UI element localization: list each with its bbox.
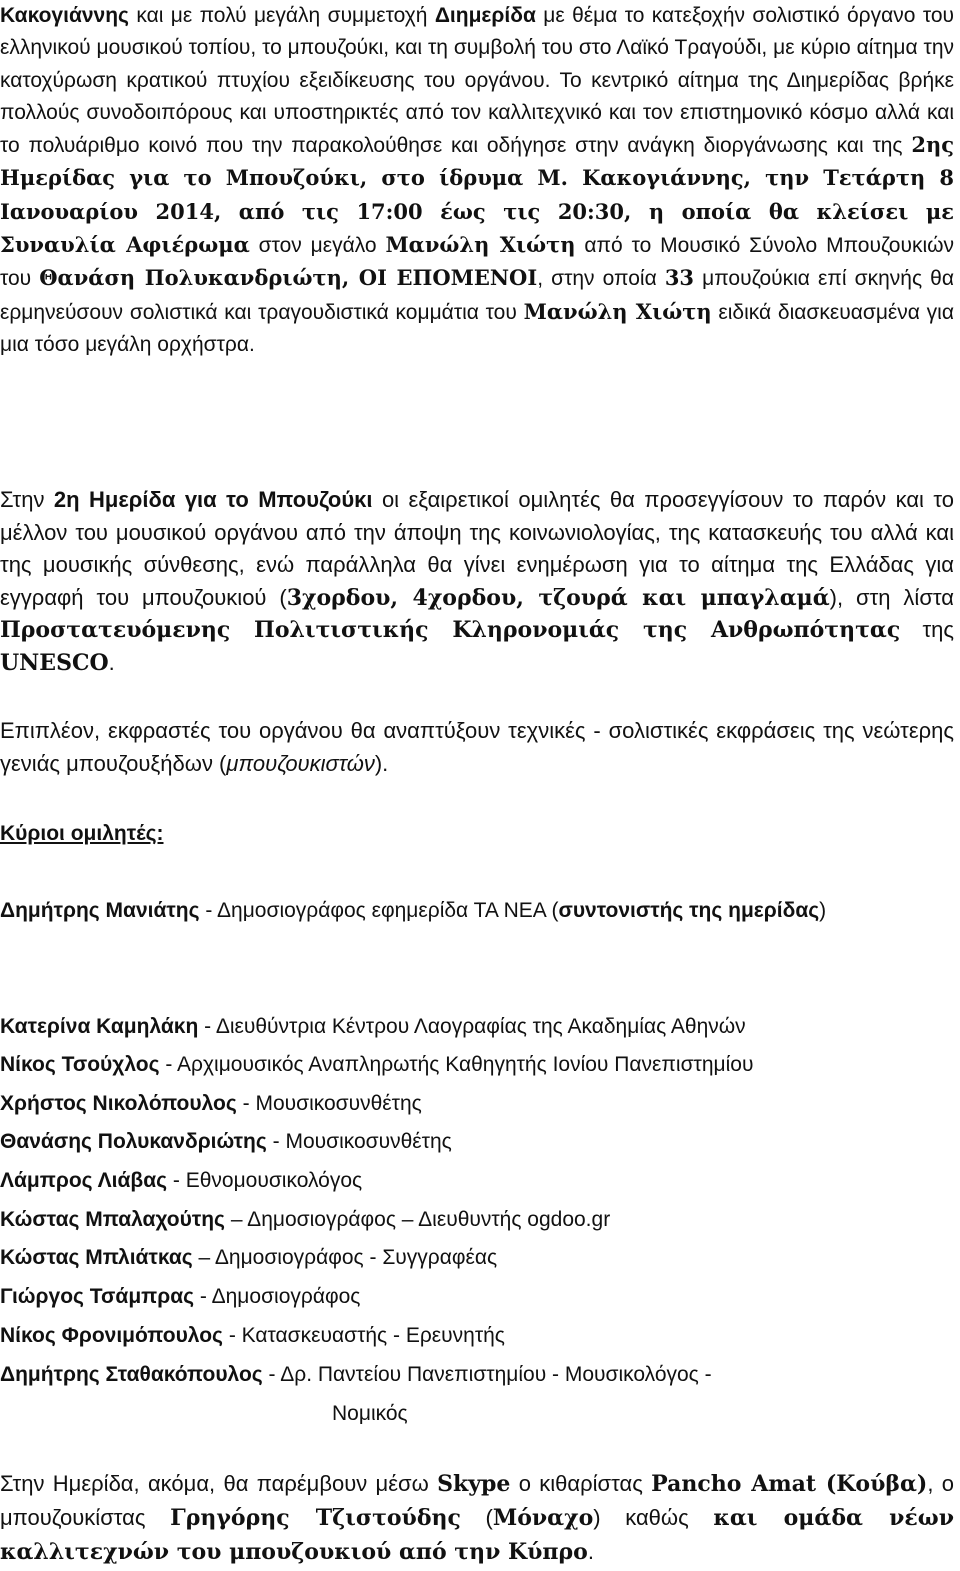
unesco-list-name: Προστατευόμενης Πολιτιστικής Κληρονομιάς της Ανθρωπότητας (0, 617, 901, 644)
director-name: Κακογιάννης (0, 4, 129, 27)
speaker-row: Θανάσης Πολυκανδριώτης - Μουσικοσυνθέτης (0, 1130, 452, 1153)
closing-paragraph: Στην Ημερίδα, ακόμα, θα παρέμβουν μέσω Skype ο κιθαρίστας Pancho Amat (Κούβα), ο μπουζουκίστας Γρηγόρης Τζιστούδης (Μόναχο) καθώς και ομάδα νέων καλλιτεχνών του μπουζουκιού από την Κύπρο. (0, 1471, 954, 1565)
speaker-row-continuation: Νομικός (332, 1402, 408, 1425)
second-day-paragraph: Στην 2η Ημερίδα για το Μπουζούκι οι εξαιρετικοί ομιλητές θα προσεγγίσουν το παρόν και το μέλλον του μουσικού οργάνου από την άποψη της κοινωνιολογίας, της κατασκευής του αλλά και της μουσικής σύνθεσης, ενώ παράλληλα θα γίνει ενημέρωση για το αίτημα της Ελλάδας για εγγραφή του μπουζουκιού (3χορδου, 4χορδου, τζουρά και μπαγλαμά), στη λίστα Προστατευόμενης Πολιτιστικής Κληρονομιάς της Ανθρωπότητας της UNESCO. (0, 487, 955, 676)
speaker-row: Δημήτρης Σταθακόπουλος - Δρ. Παντείου Πανεπιστημίου - Μουσικολόγος - (0, 1363, 712, 1386)
speaker-row: Χρήστος Νικολόπουλος - Μουσικοσυνθέτης (0, 1092, 422, 1115)
speaker-row: Νίκος Φρονιμόπουλος - Κατασκευαστής - Ερευνητής (0, 1324, 505, 1347)
additional-paragraph: Επιπλέον, εκφραστές του οργάνου θα αναπτύξουν τεχνικές - σολιστικές εκφράσεις της νεώτερης γενιάς μπουζουξήδων (μπουζουκιστών). (0, 718, 954, 776)
event-details: 2ης Ημερίδας για το Μπουζούκι, στο ίδρυμα Μ. Κακογιάννης, την Τετάρτη 8 Ιανουαρίου 2014, από τις 17:00 έως τις 20:30, η οποία θα κλείσει με Συναυλία Αφιέρωμα (0, 132, 954, 258)
speaker-row: Λάμπρος Λιάβας - Εθνομουσικολόγος (0, 1169, 363, 1192)
speaker-row: Κατερίνα Καμηλάκη - Διευθύντρια Κέντρου Λαογραφίας της Ακαδημίας Αθηνών (0, 1015, 746, 1038)
intro-paragraph: Κακογιάννης και με πολύ μεγάλη συμμετοχή Διημερίδα με θέμα το κατεξοχήν σολιστικό όργανο του ελληνικού μουσικού τοπίου, το μπουζούκι, και τη συμβολή του στο Λαϊκό Τραγούδι, με κύριο αίτημα την κατοχύρωση κρατικού πτυχίου εξειδίκευσης του οργάνου. Το κεντρικό αίτημα της Διημερίδας βρήκε πολλούς συνοδοιπόρους και υποστηρικτές από τον καλλιτεχνικό και τον επιστημονικό κόσμο αλλά και το πολυάριθμο κοινό που την παρακολούθησε και οδήγησε στην ανάγκη διοργάνωσης και της 2ης Ημερίδας για το Μπουζούκι, στο ίδρυμα Μ. Κακογιάννης, την Τετάρτη 8 Ιανουαρίου 2014, από τις 17:00 έως τις 20:30, η οποία θα κλείσει με Συναυλία Αφιέρωμα στον μεγάλο Μανώλη Χιώτη από το Μουσικό Σύνολο Μπουζουκιών του Θανάση Πολυκανδριώτη, ΟΙ ΕΠΟΜΕΝΟΙ, στην οποία 33 μπουζούκια επί σκηνής θα ερμηνεύσουν σολιστικά και τραγουδιστικά κομμάτια του Μανώλη Χιώτη ειδικά διασκευασμένα για μια τόσο μεγάλη ορχήστρα. (0, 4, 955, 356)
coordinator-speaker: Δημήτρης Μανιάτης - Δημοσιογράφος εφημερίδα ΤΑ ΝΕΑ (συντονιστής της ημερίδας) (0, 899, 827, 922)
speaker-row: Γιώργος Τσάμπρας - Δημοσιογράφος (0, 1285, 361, 1308)
speakers-heading: Κύριοι ομιλητές: (0, 822, 164, 845)
speaker-row: Νίκος Τσούχλος - Αρχιμουσικός Αναπληρωτής Καθηγητής Ιονίου Πανεπιστημίου (0, 1053, 754, 1076)
speaker-row: Κώστας Μπλιάτκας – Δημοσιογράφος - Συγγραφέας (0, 1246, 498, 1269)
speaker-row: Κώστας Μπαλαχούτης – Δημοσιογράφος – Διευθυντής ogdoo.gr (0, 1208, 611, 1231)
